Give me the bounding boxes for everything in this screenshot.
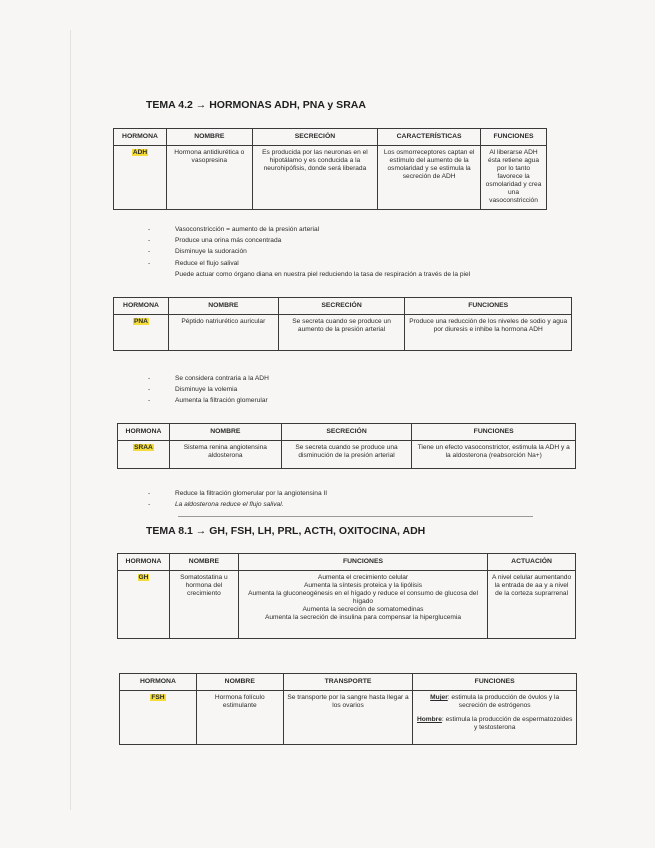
dash-marker: -	[148, 226, 151, 233]
page-fold-line	[70, 30, 71, 810]
table-row	[118, 571, 576, 639]
list-item: - Produce una orina más concentrada	[148, 235, 470, 246]
function-line: Aumenta la secreción de insulina para compensar la hiperglucemia	[264, 614, 462, 622]
dash-marker: -	[148, 237, 151, 245]
header-cell: FUNCIONES	[481, 129, 547, 146]
sraa-bullet-list	[148, 488, 327, 510]
header-cell: HORMONA	[118, 554, 170, 571]
header-cell: CARACTERÍSTICAS	[378, 129, 481, 146]
nombre-cell: Sistema renina angiotensina aldosterona	[169, 441, 281, 469]
gh-table	[117, 553, 576, 639]
table-row	[118, 441, 576, 469]
adh-bullet-list	[148, 224, 470, 280]
adh-table	[113, 128, 547, 210]
pna-bullet-list	[148, 373, 269, 407]
list-item-continuation: Puede actuar como órgano diana en nuestra piel reduciendo la tasa de respiración a través de la piel	[175, 270, 471, 278]
header-cell: SECRECIÓN	[252, 129, 378, 146]
list-item: - Se considera contraria a la ADH	[148, 373, 269, 384]
funciones-cell	[238, 571, 487, 639]
highlighted-hormone: ADH	[132, 149, 148, 157]
header-cell: FUNCIONES	[413, 674, 577, 691]
list-item: - Reduce la filtración glomerular por la angiotensina II	[148, 488, 327, 499]
transporte-cell: Se transporte por la sangre hasta llegar a los ovarios	[283, 691, 413, 745]
header-cell: TRANSPORTE	[283, 674, 413, 691]
highlighted-hormone: FSH	[151, 694, 165, 702]
section-title-tema-4-2: TEMA 4.2 → HORMONAS ADH, PNA y SRAA	[146, 99, 366, 111]
funciones-cell: Al liberarse ADH ésta retiene agua por lo tanto favorece la osmolaridad y crea una vasoconstricción	[481, 146, 547, 209]
table-header-row	[114, 298, 572, 315]
header-cell: NOMBRE	[196, 674, 283, 691]
sraa-table	[117, 423, 576, 469]
table-header-row	[118, 424, 576, 441]
mujer-function: Mujer: estimula la producción de óvulos y la secreción de estrógenos	[430, 694, 560, 710]
nombre-cell: Hormona antidiurética o vasopresina	[166, 146, 252, 209]
hormona-cell	[118, 571, 170, 639]
function-line: Aumenta el crecimiento celular	[317, 574, 409, 582]
hormona-cell	[114, 146, 167, 209]
table-header-row	[114, 129, 547, 146]
caracteristicas-cell: Los osmorreceptores captan el estímulo del aumento de la osmolaridad y se estimula la secreción de ADH	[378, 146, 481, 209]
dash-marker: -	[148, 490, 151, 497]
header-cell: NOMBRE	[169, 554, 238, 571]
table-header-row	[120, 674, 577, 691]
nombre-cell: Péptido natriurético auricular	[168, 315, 278, 351]
header-cell: FUNCIONES	[238, 554, 487, 571]
dash-marker: -	[148, 259, 151, 267]
table-row	[114, 315, 572, 351]
secrecion-cell: Se secreta cuando se produce un aumento de la presión arterial	[278, 315, 405, 351]
header-cell: NOMBRE	[166, 129, 252, 146]
header-cell: FUNCIONES	[405, 298, 572, 315]
list-item: - Reduce el flujo salival	[148, 258, 470, 269]
fsh-table	[119, 673, 577, 745]
funciones-cell: Tiene un efecto vasoconstrictor, estimula la ADH y a la aldosterona (reabsorción Na+)	[412, 441, 576, 469]
header-cell: HORMONA	[114, 129, 167, 146]
header-cell: NOMBRE	[169, 424, 281, 441]
list-item: - La aldosterona reduce el flujo salival.	[148, 499, 327, 510]
list-item: - Aumenta la filtración glomerular	[148, 395, 269, 406]
highlighted-hormone: PNA	[134, 318, 148, 326]
hormona-cell	[114, 315, 169, 351]
pna-table	[113, 297, 572, 351]
header-cell: NOMBRE	[168, 298, 278, 315]
table-row	[114, 146, 547, 209]
highlighted-hormone: SRAA	[134, 444, 153, 452]
dash-marker: -	[148, 386, 151, 394]
list-item: - Disminuye la volemia	[148, 384, 269, 395]
hormona-cell	[118, 441, 170, 469]
header-cell: SECRECIÓN	[281, 424, 412, 441]
hombre-function: Hombre: estimula la producción de espermatozoides y testosterona	[416, 716, 573, 732]
nombre-cell: Somatostatina u hormona del crecimiento	[169, 571, 238, 639]
nombre-cell: Hormona folículo estimulante	[196, 691, 283, 745]
hormona-cell	[120, 691, 197, 745]
highlighted-hormone: GH	[138, 574, 149, 582]
dash-marker: -	[148, 397, 151, 405]
function-line: Aumenta la síntesis proteica y la lipólisis	[303, 582, 422, 590]
dash-marker: -	[148, 501, 151, 509]
function-line: Aumenta la secreción de somatomedinas	[302, 606, 424, 614]
section-title-tema-8-1: TEMA 8.1 → GH, FSH, LH, PRL, ACTH, OXITOCINA, ADH	[146, 525, 426, 537]
actuacion-cell: A nivel celular aumentando la entrada de aa y a nivel de la corteza suprarrenal	[488, 571, 576, 639]
table-row	[120, 691, 577, 745]
funciones-cell	[413, 691, 577, 745]
header-cell: FUNCIONES	[412, 424, 576, 441]
dash-marker: -	[148, 375, 151, 382]
header-cell: ACTUACIÓN	[488, 554, 576, 571]
list-item: - Disminuye la sudoración	[148, 246, 470, 257]
divider-line	[178, 516, 533, 517]
header-cell: HORMONA	[118, 424, 170, 441]
function-line: Aumenta la gluconeogénesis en el hígado y reduce el consumo de glucosa del hígado	[248, 590, 478, 606]
list-item: - Vasoconstricción = aumento de la presión arterial	[148, 224, 470, 235]
secrecion-cell: Se secreta cuando se produce una disminución de la presión arterial	[281, 441, 412, 469]
header-cell: HORMONA	[120, 674, 197, 691]
funciones-cell: Produce una reducción de los niveles de sodio y agua por diuresis e inhibe la hormona ADH	[405, 315, 572, 351]
dash-marker: -	[148, 248, 151, 256]
table-header-row	[118, 554, 576, 571]
header-cell: HORMONA	[114, 298, 169, 315]
secrecion-cell: Es producida por las neuronas en el hipotálamo y es conducida a la neurohipófisis, donde será liberada	[252, 146, 378, 209]
header-cell: SECRECIÓN	[278, 298, 405, 315]
